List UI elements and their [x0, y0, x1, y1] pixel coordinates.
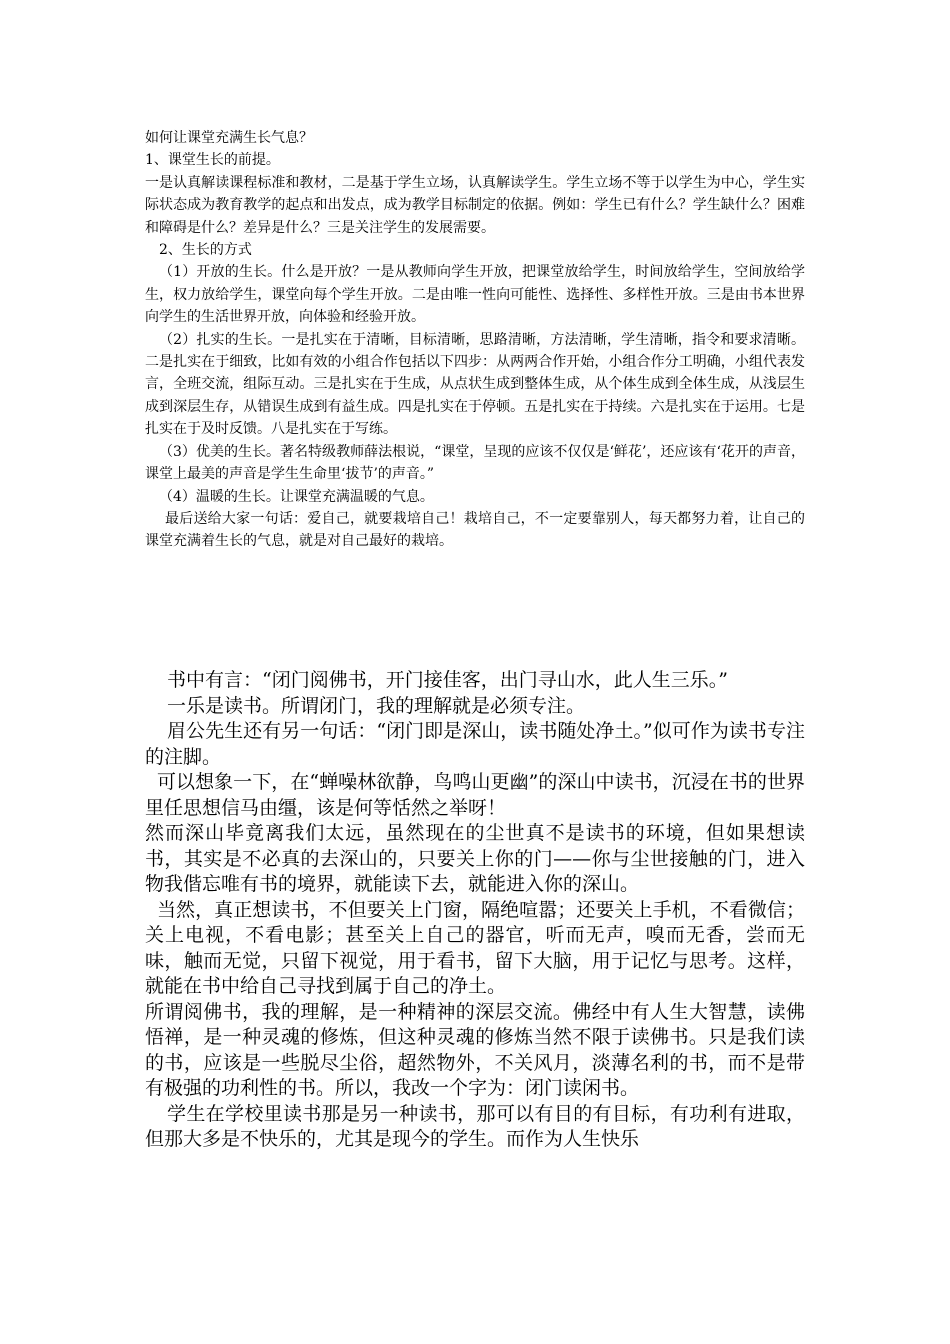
heading-methods: 2、生长的方式 — [145, 242, 252, 259]
essay-paragraph-7: 所谓阅佛书，我的理解，是一种精神的深层交流。佛经中有人生大智慧，读佛悟禅，是一种灵魂的修炼，但这种灵魂的修炼当然不限于读佛书。只是我们读的书，应该是一些脱尽尘俗，超然物外，不关风月，淡薄名利的书，而不是带有极强的功利性的书。所以，我改一个字为：闭门读闲书。 — [145, 1000, 805, 1099]
section-title: 如何让课堂充满生长气息？ — [145, 130, 313, 146]
item-beautiful-growth: （3）优美的生长。著名特级教师薛法根说，“课堂，呈现的应该不仅仅是‘鲜花’，还应该有‘花开的声音，课堂上最美的声音是学生生命里‘拔节’的声音。” — [145, 443, 805, 483]
essay-paragraph-5: 然而深山毕竟离我们太远，虽然现在的尘世真不是读书的环境，但如果想读书，其实是不必真的去深山的，只要关上你的门——你与尘世接触的门，进入物我偕忘唯有书的境界，就能读下去，就能进入你的深山。 — [145, 822, 805, 895]
heading-premise: 1、课堂生长的前提。 — [145, 152, 280, 169]
essay-paragraph-8: 学生在学校里读书那是另一种读书，那可以有目的有目标，有功利有进取，但那大多是不快乐的，尤其是现今的学生。而作为人生快乐 — [145, 1102, 805, 1150]
lesson-notes-section — [145, 127, 805, 553]
essay-paragraph-6: 当然，真正想读书，不但要关上门窗，隔绝喧嚣；还要关上手机，不看微信；关上电视，不看电影；甚至关上自己的器官，听而无声，嗅而无香，尝而无味，触而无觉，只留下视觉，用于看书，留下大脑，用于记忆与思考。这样，就能在书中给自己寻找到属于自己的净土。 — [145, 898, 805, 997]
item-open-growth: （1）开放的生长。什么是开放？一是从教师向学生开放，把课堂放给学生，时间放给学生，空间放给学生，权力放给学生，课堂向每个学生开放。二是由唯一性向可能性、选择性、多样性开放。三是由书本世界向学生的生活世界开放，向体验和经验开放。 — [145, 264, 805, 326]
essay-paragraph-3: 眉公先生还有另一句话：“闭门即是深山，读书随处净土。”似可作为读书专注的注脚。 — [145, 720, 805, 768]
item-solid-growth: （2）扎实的生长。一是扎实在于清晰，目标清晰，思路清晰，方法清晰，学生清晰，指令和要求清晰。二是扎实在于细致，比如有效的小组合作包括以下四步：从两两合作开始，小组合作分工明确，小组代表发言，全班交流，组际互动。三是扎实在于生成，从点状生成到整体生成，从个体生成到全体生成，从浅层生成到深层生存，从错误生成到有益生成。四是扎实在于停顿。五是扎实在于持续。六是扎实在于运用。七是扎实在于及时反馈。八是扎实在于写练。 — [145, 331, 805, 438]
essay-paragraph-4: 可以想象一下，在“蝉噪林欲静，鸟鸣山更幽”的深山中读书，沉浸在书的世界里任思想信马由缰，该是何等恬然之举呀！ — [145, 771, 805, 819]
essay-paragraph-1: 书中有言：“闭门阅佛书，开门接佳客，出门寻山水，此人生三乐。” — [167, 669, 728, 691]
reading-essay-section — [145, 668, 805, 1153]
item-warm-growth: （4）温暖的生长。让课堂充满温暖的气息。 — [159, 488, 434, 505]
essay-paragraph-2: 一乐是读书。所谓闭门，我的理解就是必须专注。 — [167, 694, 586, 717]
paragraph-premise: 一是认真解读课程标准和教材，二是基于学生立场，认真解读学生。学生立场不等于以学生为中心，学生实际状态成为教育教学的起点和出发点，成为教学目标制定的依据。例如：学生已有什么？学生缺什么？困难和障碍是什么？差异是什么？三是关注学生的发展需要。 — [145, 174, 805, 236]
closing-paragraph: 最后送给大家一句话：爱自己，就要栽培自己！栽培自己，不一定要靠别人，每天都努力着，让自己的课堂充满着生长的气息，就是对自己最好的栽培。 — [145, 510, 805, 550]
